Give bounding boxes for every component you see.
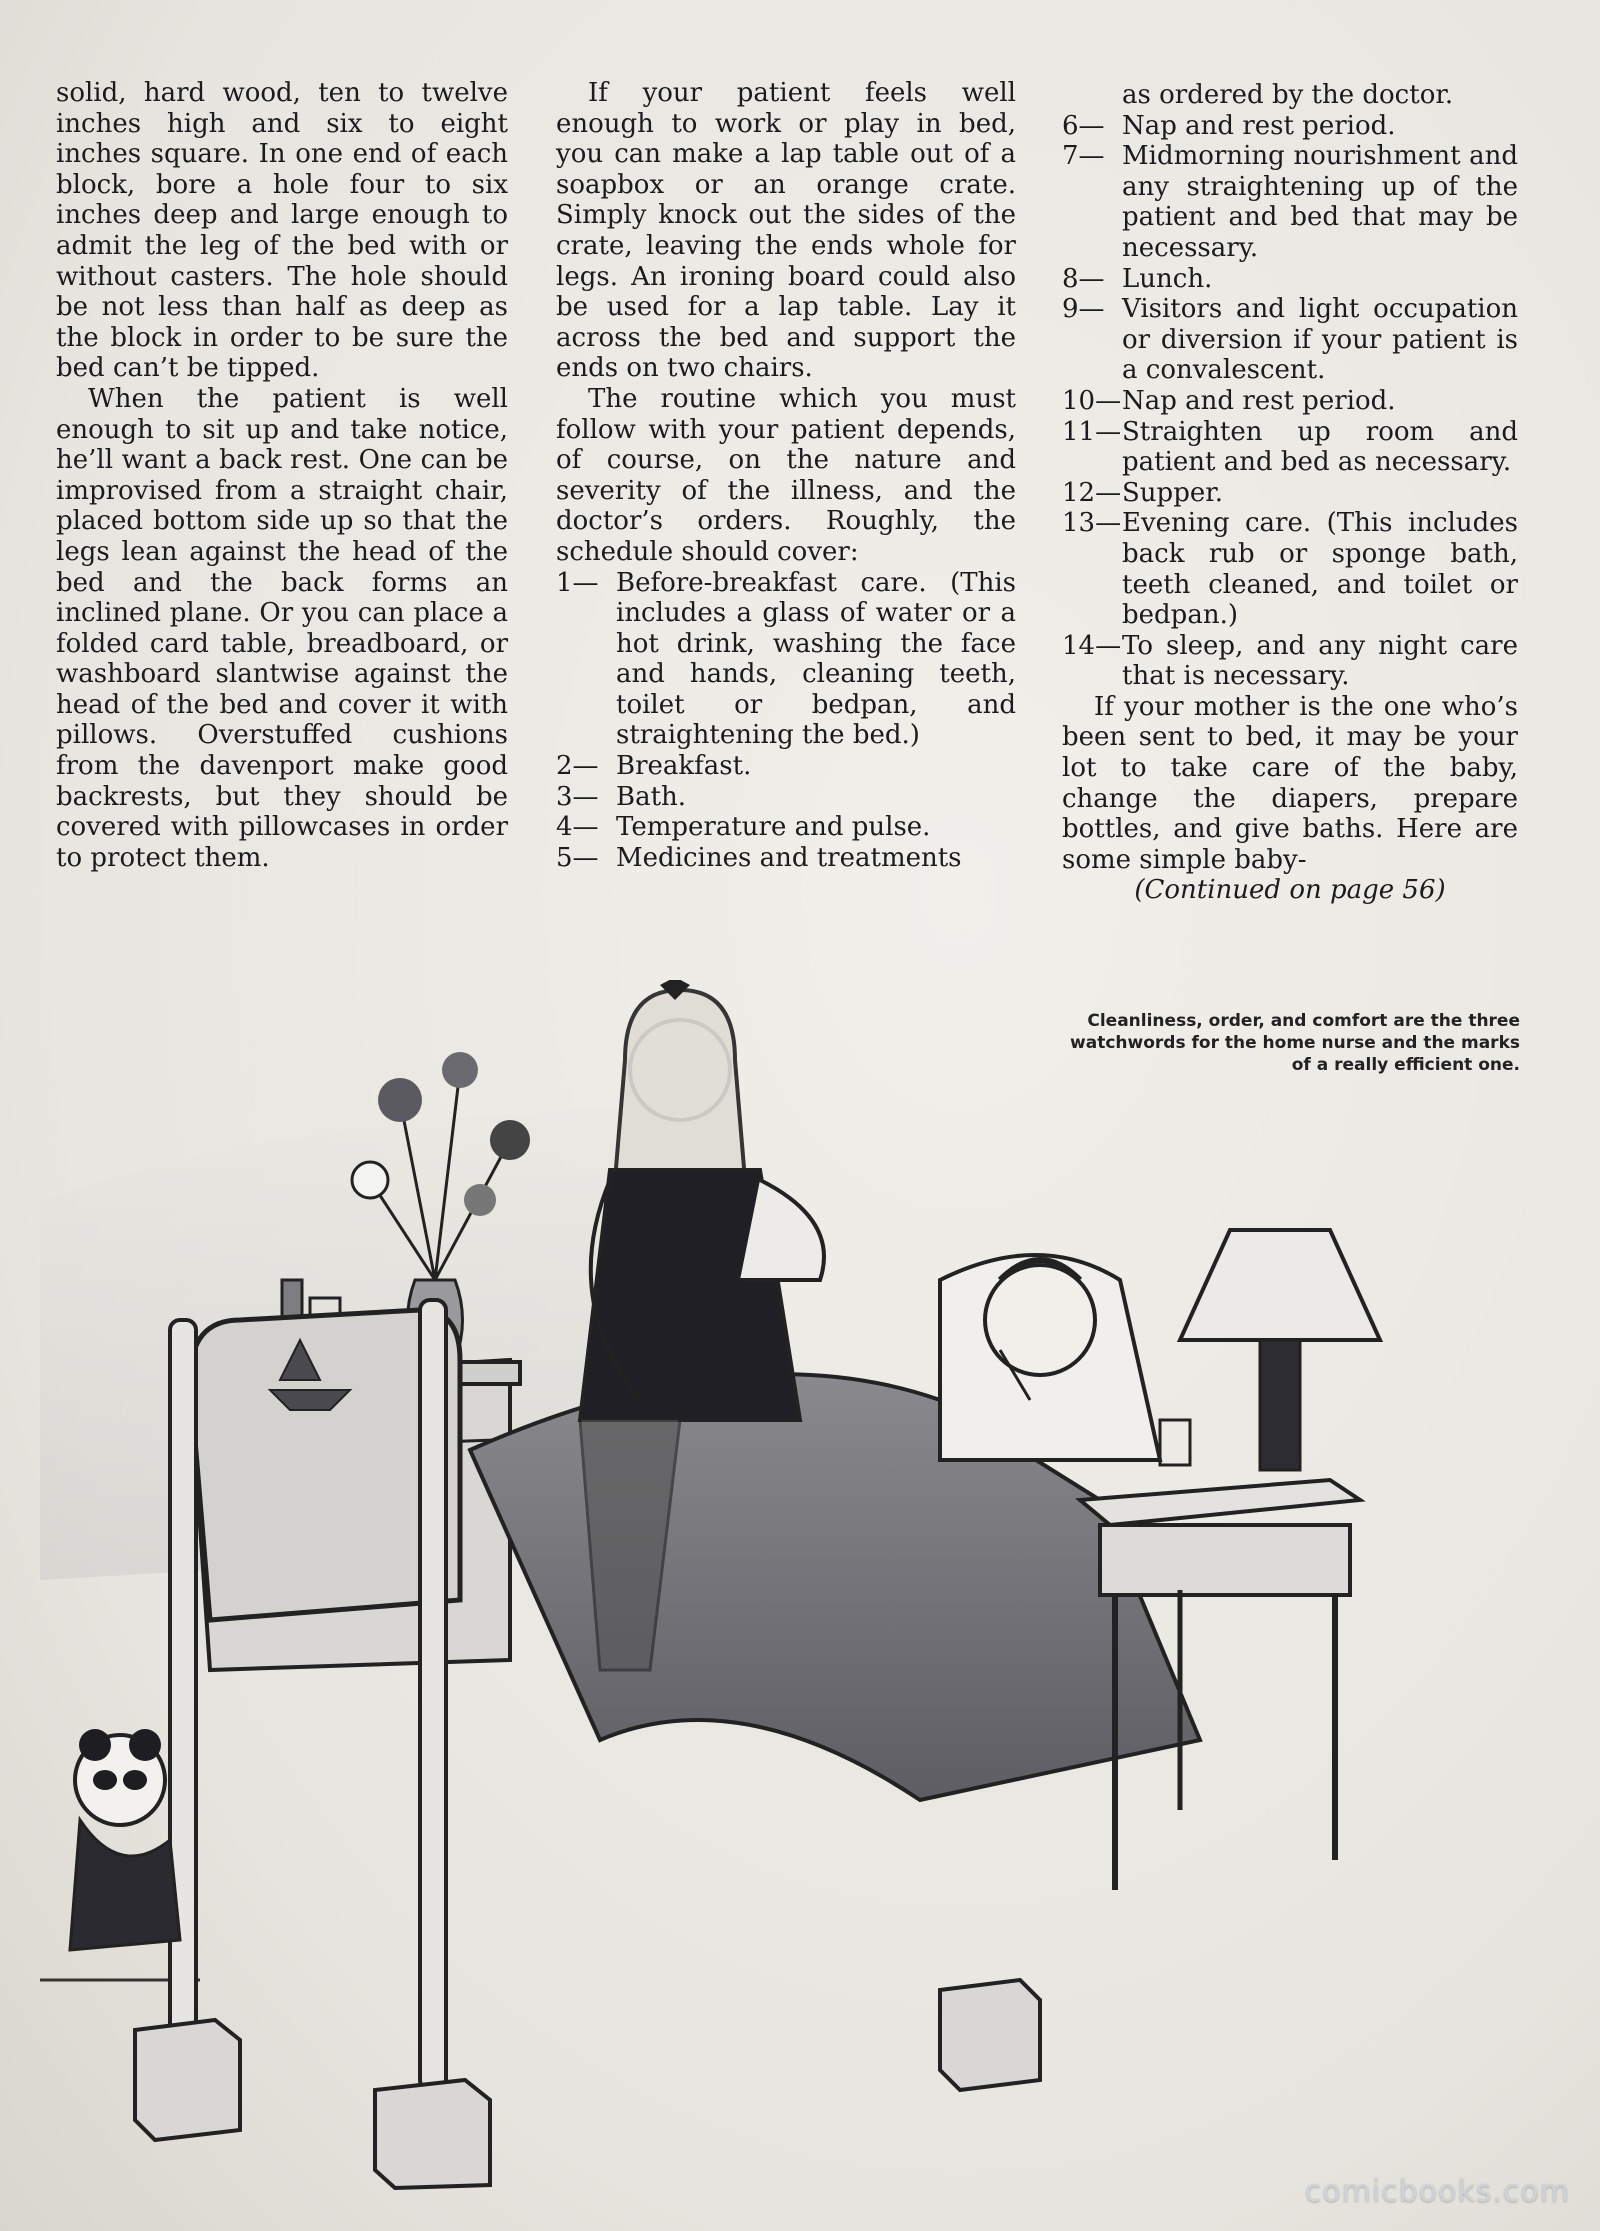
schedule-item bbox=[556, 782, 1016, 813]
schedule-text: Straighten up room and patient and bed as necessary. bbox=[1122, 416, 1518, 478]
text-column-2 bbox=[556, 78, 1016, 873]
schedule-item bbox=[1062, 386, 1518, 417]
schedule-text: Bath. bbox=[616, 781, 687, 812]
paragraph-bed-blocks: solid, hard wood, ten to twelve inches high and six to eight inches square. In one end of each block, bore a hole four to six inches deep and large enough to admit the leg of the bed with or without casters. The hole should be not less than half as deep as the block in order to be sure the bed can’t be tipped. bbox=[56, 78, 508, 384]
schedule-text: Evening care. (This includes back rub or sponge bath, teeth cleaned, and toilet or bedpan.) bbox=[1122, 508, 1518, 631]
leg-block bbox=[940, 1980, 1040, 2090]
schedule-number: 4— bbox=[556, 812, 599, 843]
schedule-item bbox=[556, 568, 1016, 752]
schedule-text: Temperature and pulse. bbox=[616, 812, 931, 843]
schedule-number: 12— bbox=[1062, 477, 1122, 508]
illustration-caption: Cleanliness, order, and comfort are the three watchwords for the home nurse and the marks of a really efficient one. bbox=[1070, 1011, 1520, 1075]
schedule-item bbox=[1062, 111, 1518, 142]
schedule-number: 3— bbox=[556, 781, 599, 812]
schedule-number: 1— bbox=[556, 567, 599, 598]
leg-block bbox=[135, 2020, 240, 2140]
site-watermark: comicbooks.com bbox=[1304, 2174, 1570, 2209]
schedule-text: Lunch. bbox=[1122, 263, 1213, 294]
schedule-item bbox=[1062, 294, 1518, 386]
schedule-item bbox=[1062, 141, 1518, 263]
schedule-text: Midmorning nourishment and any straightening up of the patient and bed that may be necessary. bbox=[1122, 141, 1518, 263]
schedule-text: Before-breakfast care. (This includes a glass of water or a hot drink, washing the face and hands, cleaning teeth, toilet or bedpan, and straightening the bed.) bbox=[616, 567, 1016, 751]
schedule-item bbox=[1062, 417, 1518, 478]
schedule-item bbox=[556, 751, 1016, 782]
text-column-1 bbox=[56, 78, 508, 873]
lamp-shade bbox=[1180, 1230, 1380, 1340]
paragraph-lap-table: If your patient feels well enough to work or play in bed, you can make a lap table out of a soapbox or an orange crate. Simply knock out the sides of the crate, leaving the ends whole for legs. An ironing board could also be used for a lap table. Lay it across the bed and support the ends on two chairs. bbox=[556, 78, 1016, 384]
schedule-number: 13— bbox=[1062, 508, 1122, 539]
schedule-item bbox=[1062, 478, 1518, 509]
schedule-number: 7— bbox=[1062, 141, 1105, 172]
schedule-number: 14— bbox=[1062, 630, 1122, 661]
continued-notice: (Continued on page 56) bbox=[1134, 875, 1446, 906]
paragraph-baby-care: If your mother is the one who’s been sent to bed, it may be your lot to take care of the baby, change the diapers, prepare bottles, and give baths. Here are some simple baby- bbox=[1062, 691, 1518, 875]
schedule-text: To sleep, and any night care that is necessary. bbox=[1122, 630, 1518, 692]
schedule-item bbox=[1062, 264, 1518, 295]
paragraph-routine: The routine which you must follow with your patient depends, of course, on the nature and severity of the illness, and the doctor’s orders. Roughly, the schedule should cover: bbox=[556, 383, 1016, 567]
schedule-item bbox=[556, 843, 1016, 874]
schedule-number: 9— bbox=[1062, 294, 1105, 325]
schedule-text: Medicines and treatments bbox=[616, 842, 962, 873]
schedule-number: 11— bbox=[1062, 416, 1122, 447]
schedule-text: Visitors and light occupation or diversion if your patient is a convalescent. bbox=[1122, 294, 1518, 386]
leg-block bbox=[375, 2080, 490, 2188]
schedule-number: 10— bbox=[1062, 385, 1122, 416]
schedule-text: Supper. bbox=[1122, 477, 1224, 508]
schedule-continuation: as ordered by the doctor. bbox=[1122, 80, 1454, 110]
schedule-number: 6— bbox=[1062, 110, 1105, 141]
text-column-3 bbox=[1062, 80, 1518, 906]
schedule-number: 2— bbox=[556, 751, 599, 782]
schedule-number: 5— bbox=[556, 842, 599, 873]
schedule-item bbox=[1062, 508, 1518, 630]
schedule-item bbox=[556, 812, 1016, 843]
schedule-item bbox=[1062, 631, 1518, 692]
bedside-illustration bbox=[40, 980, 1520, 2190]
schedule-text: Breakfast. bbox=[616, 751, 752, 782]
schedule-text: Nap and rest period. bbox=[1122, 385, 1396, 416]
schedule-text: Nap and rest period. bbox=[1122, 110, 1396, 141]
toy-soldier-lamp-base bbox=[1260, 1340, 1300, 1470]
paragraph-back-rest: When the patient is well enough to sit up and take notice, he’ll want a back rest. One can be improvised from a straight chair, placed bottom side up so that the legs lean against the head of the bed and the back forms an inclined plane. Or you can place a folded card table, breadboard, or washboard slantwise against the head of the bed and cover it with pillows. Overstuffed cushions from the davenport make good backrests, but they should be covered with pillowcases in order to protect them. bbox=[56, 383, 508, 873]
bedside-glass bbox=[1160, 1420, 1190, 1465]
schedule-number: 8— bbox=[1062, 263, 1105, 294]
panda-toy bbox=[70, 1729, 180, 1950]
